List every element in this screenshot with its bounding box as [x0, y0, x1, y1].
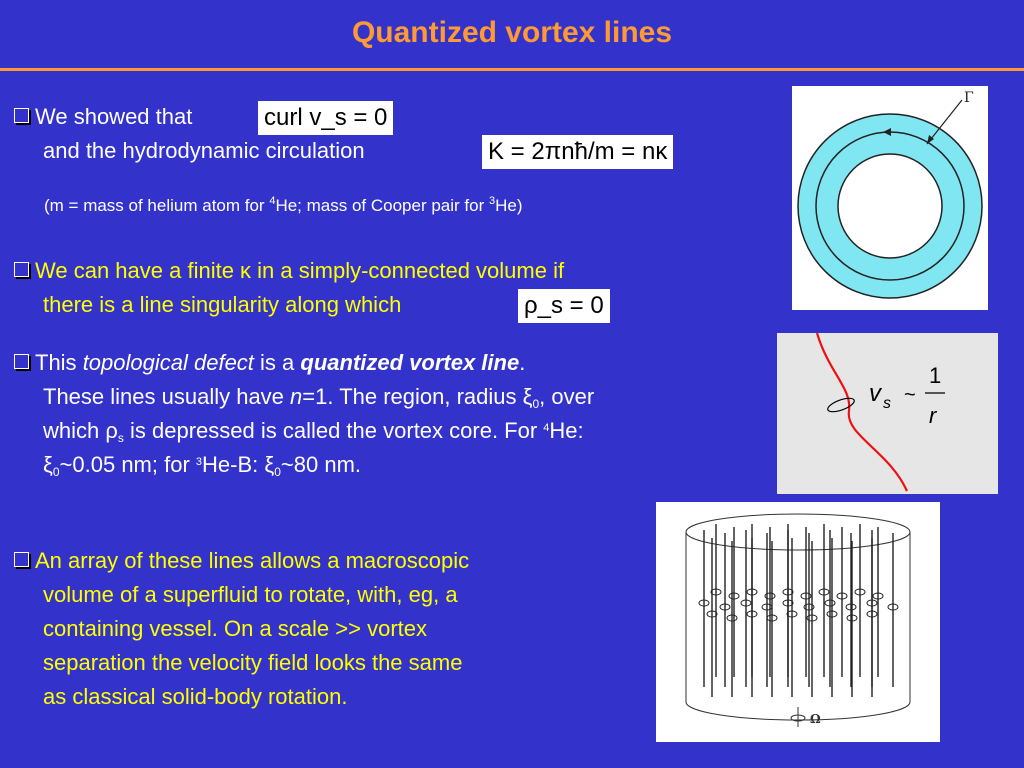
b3-l3a: which ρ — [43, 418, 118, 443]
bullet1-line1: We showed that — [35, 104, 193, 129]
note-sup2: 3 — [488, 195, 496, 207]
b3-p5: . — [519, 350, 526, 375]
vortex-array-diagram — [656, 502, 940, 742]
b3-l4e: He-B: ξ — [202, 452, 275, 477]
b3-l2c: =1. The region, radius ξ — [302, 384, 533, 409]
tilde-symbol: ~ — [904, 384, 916, 406]
bullet4-line3: containing vessel. On a scale >> vortex — [43, 616, 427, 641]
b3-l4d: 3 — [195, 456, 203, 468]
bullet4-line1: An array of these lines allows a macroscopic — [35, 548, 470, 573]
b3-p3: is a — [253, 350, 301, 375]
b3-l4b: 0 — [52, 465, 60, 479]
b3-topological-defect: topological defect — [82, 350, 254, 375]
b3-l3d: 4 — [543, 422, 550, 434]
denominator: r — [929, 403, 937, 428]
bullet4-line5: as classical solid-body rotation. — [43, 684, 348, 709]
bullet4-line2: volume of a superfluid to rotate, with, eg, a — [43, 582, 458, 607]
equation-curl-text: curl v_s = 0 — [264, 104, 388, 131]
checkbox-bullet-icon — [14, 552, 29, 567]
equation-rho — [518, 289, 610, 323]
equation-rho-text: ρ_s = 0 — [524, 292, 604, 319]
b3-l2a: These lines usually have — [43, 384, 291, 409]
flow-loop-icon — [826, 396, 856, 415]
equation-circulation-text: K = 2πnħ/m = nκ — [488, 138, 668, 165]
gamma-label: Γ — [964, 90, 974, 106]
title-divider — [0, 68, 1024, 71]
b3-l3c: is depressed is called the vortex core. For — [123, 418, 544, 443]
b3-l3e: He: — [549, 418, 584, 443]
vortex-line-diagram — [777, 333, 998, 494]
vortex-line-figure — [777, 333, 998, 494]
cylinder-outline — [686, 514, 910, 720]
b3-l3b: s — [117, 431, 124, 445]
b3-l4g: ~80 nm. — [280, 452, 362, 477]
numerator: 1 — [929, 363, 942, 388]
equation-curl — [258, 101, 393, 135]
note-pre: (m = mass of helium atom for — [44, 196, 270, 215]
b3-l4c: ~0.05 nm; for — [59, 452, 196, 477]
vs-subscript: s — [883, 395, 891, 412]
note-post: He) — [495, 196, 523, 215]
b3-l4a: ξ — [43, 452, 53, 477]
vs-label: v — [869, 380, 881, 407]
b3-quantized-vortex-line: quantized vortex line — [300, 350, 520, 375]
note-mid: He; mass of Cooper pair for — [275, 196, 489, 215]
equation-circulation — [482, 135, 673, 169]
b3-l2e: , over — [539, 384, 595, 409]
b3-l2d: 0 — [532, 397, 540, 411]
checkbox-bullet-icon — [14, 108, 29, 123]
b3-l2b: n — [290, 384, 303, 409]
checkbox-bullet-icon — [14, 354, 29, 369]
bullet-vortex-line — [14, 346, 594, 482]
annulus-diagram — [792, 86, 988, 310]
bullet2-line2: there is a line singularity along which — [43, 292, 402, 317]
annulus-figure — [792, 86, 988, 310]
omega-label: Ω — [810, 712, 821, 726]
bullet1-line2: and the hydrodynamic circulation — [43, 138, 365, 163]
bullet-singularity — [14, 254, 564, 322]
checkbox-bullet-icon — [14, 262, 29, 277]
b3-l4f: 0 — [274, 465, 281, 479]
bullet2-line1: We can have a finite κ in a simply-connected volume if — [35, 258, 565, 283]
slide-title: Quantized vortex lines — [351, 16, 673, 49]
bullet4-line4: separation the velocity field looks the same — [43, 650, 463, 675]
b3-p1: This — [35, 350, 83, 375]
bullet-vortex-array — [14, 544, 469, 714]
inner-hole — [838, 154, 942, 258]
note-sup1: 4 — [269, 195, 276, 207]
cylinder-top — [686, 514, 910, 550]
mass-note — [44, 196, 523, 216]
vortex-array-figure — [656, 502, 940, 742]
